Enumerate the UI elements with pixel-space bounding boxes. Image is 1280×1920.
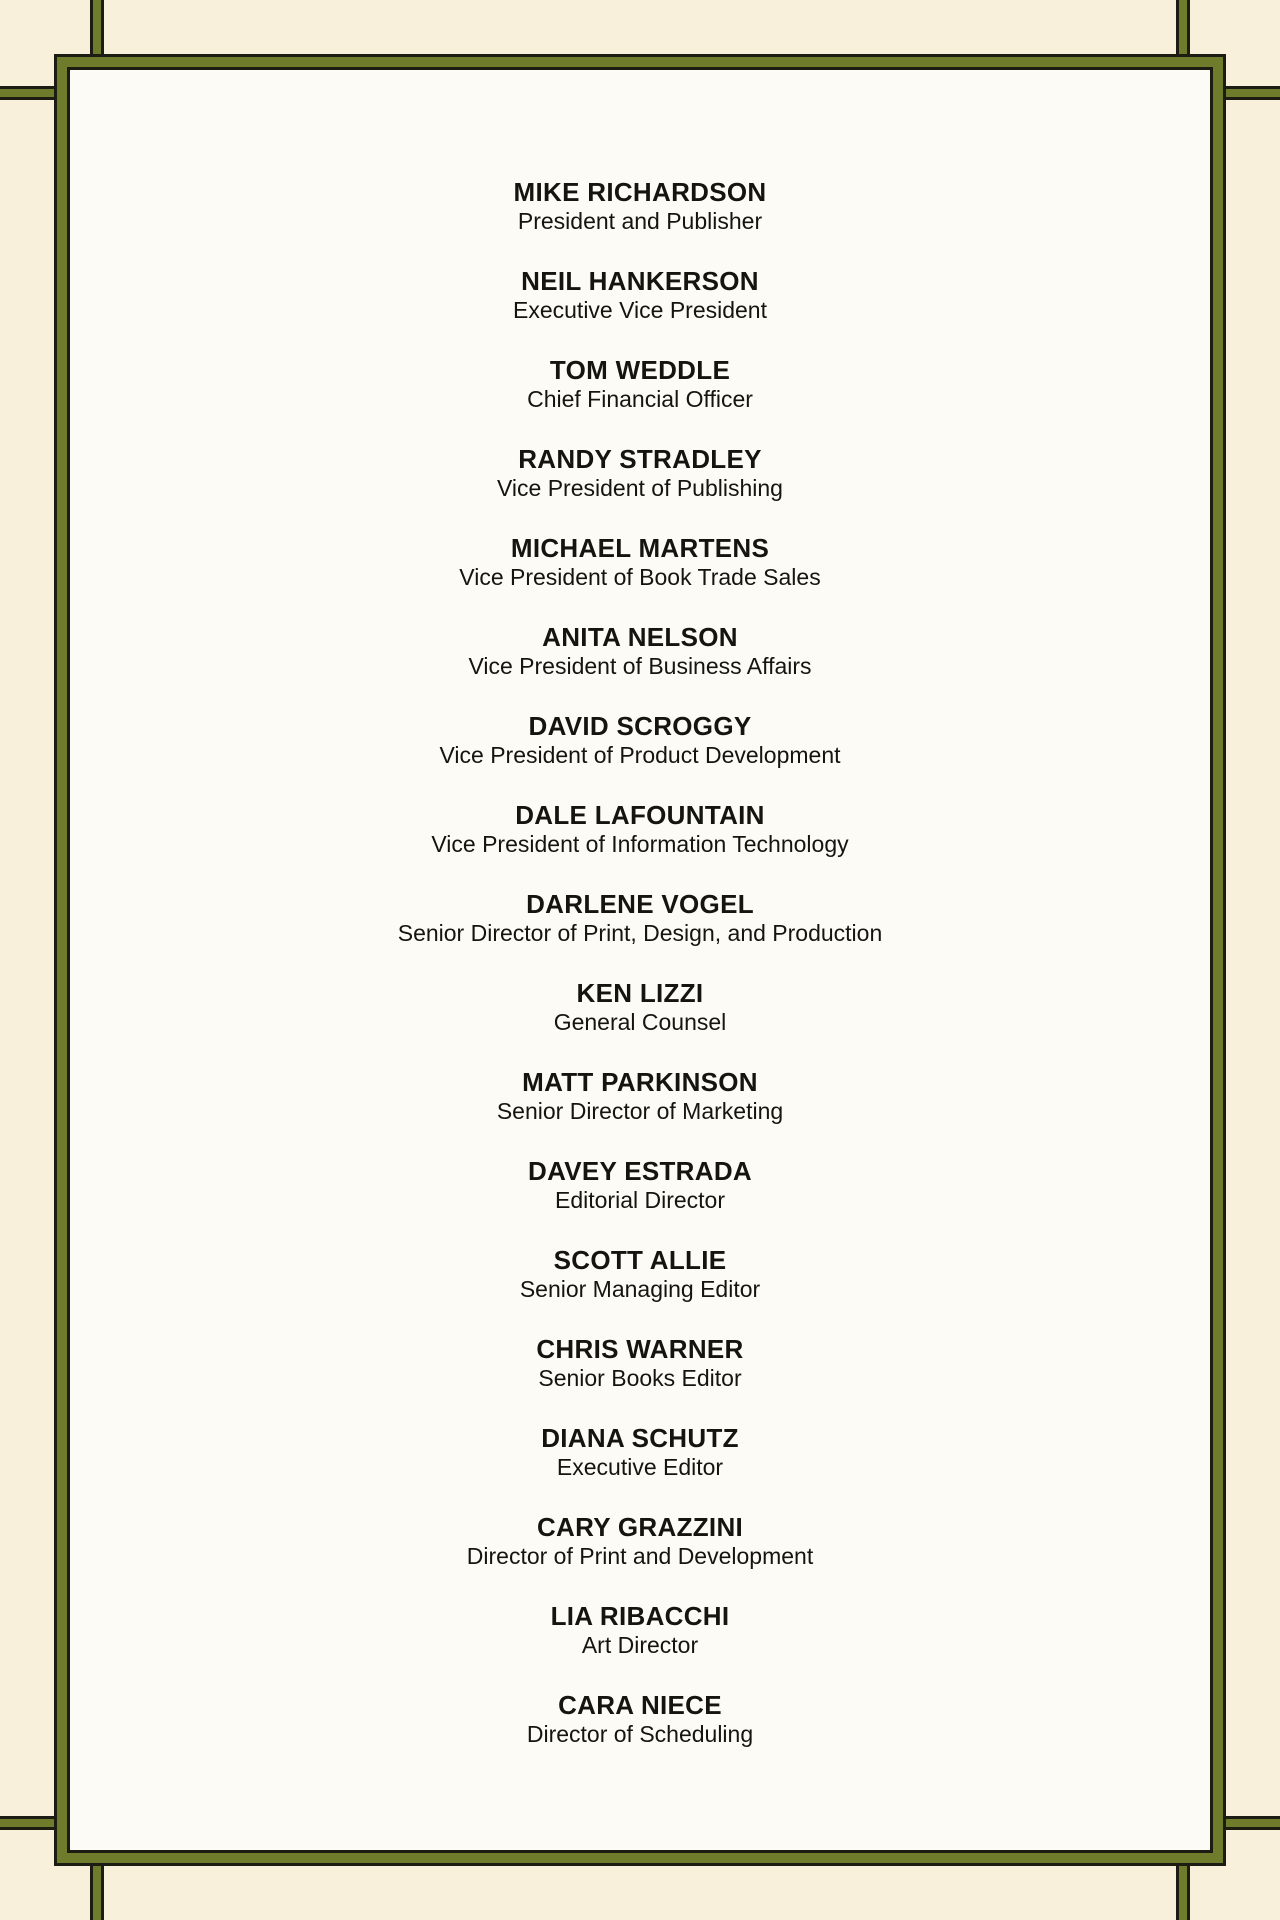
decorative-bar-top-right-horizontal (1218, 86, 1280, 100)
staff-entry (70, 800, 1210, 889)
staff-name: DAVID SCROGGY (528, 711, 752, 741)
staff-name: MATT PARKINSON (522, 1067, 758, 1097)
staff-entry (70, 1423, 1210, 1512)
staff-name: RANDY STRADLEY (518, 444, 762, 474)
decorative-bar-bottom-left-vertical (90, 1858, 104, 1920)
staff-title: Senior Director of Marketing (496, 1098, 784, 1124)
staff-entry (70, 444, 1210, 533)
staff-title: Director of Print and Development (466, 1543, 814, 1569)
staff-entry (70, 355, 1210, 444)
staff-title: Vice President of Product Development (439, 742, 841, 768)
staff-list (70, 177, 1210, 1779)
staff-title: Vice President of Publishing (497, 475, 783, 501)
staff-title: Senior Managing Editor (519, 1276, 761, 1302)
staff-name: DALE LAFOUNTAIN (515, 800, 765, 830)
staff-entry (70, 1512, 1210, 1601)
staff-name: MICHAEL MARTENS (510, 533, 770, 563)
staff-entry (70, 1156, 1210, 1245)
staff-title: Senior Books Editor (538, 1365, 742, 1391)
staff-entry (70, 1067, 1210, 1156)
staff-title: Senior Director of Print, Design, and Production (397, 920, 883, 946)
staff-entry (70, 1601, 1210, 1690)
staff-name: LIA RIBACCHI (550, 1601, 730, 1631)
decorative-bar-bottom-right-vertical (1176, 1858, 1190, 1920)
staff-name: DARLENE VOGEL (526, 889, 754, 919)
staff-entry (70, 978, 1210, 1067)
credits-panel (67, 67, 1213, 1853)
staff-title: Editorial Director (555, 1187, 725, 1213)
staff-name: CHRIS WARNER (536, 1334, 744, 1364)
staff-entry (70, 1245, 1210, 1334)
staff-name: DAVEY ESTRADA (528, 1156, 752, 1186)
decorative-bar-top-left-horizontal (0, 86, 62, 100)
staff-name: ANITA NELSON (542, 622, 738, 652)
staff-entry (70, 266, 1210, 355)
staff-entry (70, 622, 1210, 711)
staff-name: KEN LIZZI (576, 978, 704, 1008)
decorative-bar-top-left-vertical (90, 0, 104, 62)
staff-entry (70, 1334, 1210, 1423)
decorative-bar-bottom-left-horizontal (0, 1816, 62, 1830)
staff-entry (70, 1690, 1210, 1779)
staff-title: Director of Scheduling (526, 1721, 754, 1747)
page-frame (54, 54, 1226, 1866)
staff-name: SCOTT ALLIE (553, 1245, 727, 1275)
staff-name: CARA NIECE (558, 1690, 722, 1720)
staff-title: Vice President of Business Affairs (468, 653, 812, 679)
staff-title: Chief Financial Officer (527, 386, 753, 412)
staff-title: Vice President of Book Trade Sales (459, 564, 821, 590)
decorative-bar-top-right-vertical (1176, 0, 1190, 62)
staff-entry (70, 711, 1210, 800)
staff-entry (70, 889, 1210, 978)
staff-name: MIKE RICHARDSON (513, 177, 767, 207)
staff-title: Art Director (581, 1632, 699, 1658)
staff-title: General Counsel (553, 1009, 727, 1035)
staff-name: DIANA SCHUTZ (541, 1423, 739, 1453)
staff-title: Executive Editor (556, 1454, 724, 1480)
staff-name: TOM WEDDLE (549, 355, 731, 385)
staff-title: Vice President of Information Technology (431, 831, 849, 857)
staff-title: Executive Vice President (513, 297, 767, 323)
staff-entry (70, 177, 1210, 266)
decorative-bar-bottom-right-horizontal (1218, 1816, 1280, 1830)
staff-entry (70, 533, 1210, 622)
staff-title: President and Publisher (517, 208, 763, 234)
staff-name: CARY GRAZZINI (536, 1512, 744, 1542)
staff-name: NEIL HANKERSON (521, 266, 759, 296)
